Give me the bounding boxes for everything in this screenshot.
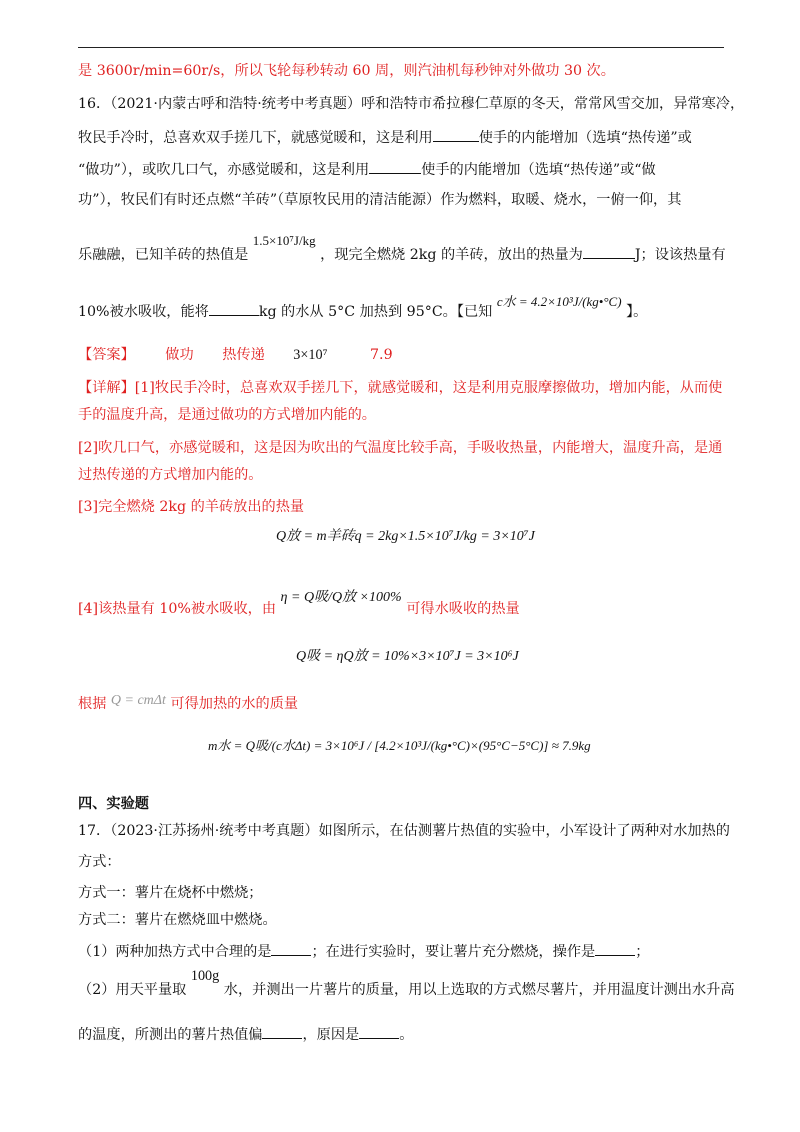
equation-q-cm-dt: Q = cmΔt xyxy=(110,693,166,708)
answer-1: 做功 xyxy=(165,347,194,363)
equation-efficiency: η = Q吸/Q放 ×100% xyxy=(280,590,402,605)
blank-3[interactable] xyxy=(583,244,635,259)
blank-2[interactable] xyxy=(369,159,421,174)
detail-p3: [3]完全燃烧 2kg 的羊砖放出的热量 xyxy=(78,499,305,515)
q17-line1: 17．（2023·江苏扬州·统考中考真题）如图所示，在估测薯片热值的实验中，小军设计了两种对水加热的 xyxy=(78,823,730,839)
equation-heat-released: Q放 = m羊砖q = 2kg×1.5×10⁷J/kg = 3×10⁷J xyxy=(276,529,535,544)
blank-6[interactable] xyxy=(595,941,635,956)
detail-p2a: [2]吹几口气，亦感觉暖和，这是因为吹出的气温度比较手高，手吸收热量，内能增大，温度升高，是通 xyxy=(78,440,723,456)
q16-line3: “做功”），或吹几口气，亦感觉暖和，这是利用 使手的内能增加（选填“热传递”或“做 xyxy=(78,159,656,180)
prev-answer-line: 是 3600r/min=60r/s，所以飞轮每秒转动 60 周，则汽油机每秒钟对外做功 30 次。 xyxy=(78,63,615,79)
blank-8[interactable] xyxy=(359,1024,399,1039)
answer-4: 7.9 xyxy=(370,347,393,363)
c-water-value: c水 = 4.2×10³J/(kg•°C) xyxy=(496,294,622,309)
q16-line6: 10%被水吸收，能将 kg 的水从 5°C 加热到 95°C。【已知 c水 = 4.2×10³J/(kg•°C) 】。 xyxy=(78,294,648,320)
q16-line1: 16．（2021·内蒙古呼和浩特·统考中考真题）呼和浩特市希拉穆仁草原的冬天，常常风雪交加，异常寒冷， xyxy=(78,96,745,112)
equation-heat-absorbed: Q吸 = ηQ放 = 10%×3×10⁷J = 3×10⁶J xyxy=(296,649,519,664)
detail-p4: [4]该热量有 10%被水吸收，由 η = Q吸/Q放 ×100% 可得水吸收的热量 xyxy=(78,590,520,617)
q17-method1: 方式一：薯片在烧杯中燃烧； xyxy=(78,885,263,901)
q16-line4: 功”），牧民们有时还点燃“羊砖”（草原牧民用的清洁能源）作为燃料，取暖、烧水，一俯一仰，其 xyxy=(78,192,682,208)
answer-2: 热传递 xyxy=(222,347,265,363)
heat-value: 1.5×10⁷J/kg xyxy=(252,233,316,248)
q17-line2: 方式： xyxy=(78,854,121,870)
blank-4[interactable] xyxy=(209,301,259,316)
answer-label: 【答案】 xyxy=(78,347,135,363)
q17-method2: 方式二：薯片在燃烧皿中燃烧。 xyxy=(78,912,277,928)
detail-p1a: 【详解】[1]牧民手冷时，总喜欢双手搓几下，就感觉暖和，这是利用克服摩擦做功，增加内能，从而使 xyxy=(78,380,723,396)
section-heading: 四、实验题 xyxy=(78,796,149,812)
q17-sub2: （2）用天平量取 100g 水，并测出一片薯片的质量，用以上选取的方式燃尽薯片，并用温度计测出水升高 xyxy=(78,968,735,998)
mass-value: 100g xyxy=(190,968,220,984)
q16-line2: 牧民手冷时，总喜欢双手搓几下，就感觉暖和，这是利用 使手的内能增加（选填“热传递”或 xyxy=(78,127,692,148)
answer-3: 3×10⁷ xyxy=(293,347,328,363)
q16-line5: 乐融融，已知羊砖的热值是 1.5×10⁷J/kg ，现完全燃烧 2kg 的羊砖，放出的热量为 J；设该热量有 xyxy=(78,233,726,263)
detail-p2b: 过热传递的方式增加内能的。 xyxy=(78,467,263,483)
blank-7[interactable] xyxy=(262,1024,302,1039)
equation-water-mass: m水 = Q吸/(c水Δt) = 3×10⁶J / [4.2×10³J/(kg•°C)×(95°C−5°C)] ≈ 7.9kg xyxy=(208,738,591,753)
q17-sub2-cont: 的温度，所测出的薯片热值偏 ，原因是 。 xyxy=(78,1024,413,1045)
q17-sub1: （1）两种加热方式中合理的是 ；在进行实验时，要让薯片充分燃烧，操作是 ； xyxy=(78,941,649,962)
blank-5[interactable] xyxy=(271,941,311,956)
detail-p5: 根据 Q = cmΔt 可得加热的水的质量 xyxy=(78,693,299,712)
detail-p1b: 手的温度升高，是通过做功的方式增加内能的。 xyxy=(78,407,376,423)
answer-line xyxy=(78,345,393,365)
header-rule xyxy=(78,47,724,48)
blank-1[interactable] xyxy=(433,127,479,142)
